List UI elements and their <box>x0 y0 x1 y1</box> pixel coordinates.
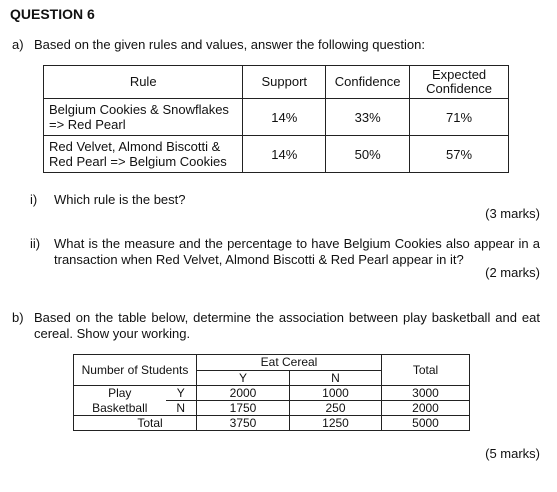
header-rule: Rule <box>44 66 243 99</box>
row-total-label: Total <box>74 416 197 431</box>
table-cell: 5000 <box>382 416 470 431</box>
table-row <box>74 401 470 416</box>
confidence-cell: 33% <box>326 99 410 136</box>
question-i-text: Which rule is the best? <box>54 192 186 207</box>
part-a-label: a) <box>12 37 24 52</box>
question-ii-text: What is the measure and the percentage to have Belgium Cookies also appear in a transaction when Red Velvet, Almond Biscotti & Red Pearl appear in it? <box>54 236 540 267</box>
support-cell: 14% <box>243 136 326 173</box>
part-b-marks: (5 marks) <box>485 446 540 461</box>
eat-cereal-header: Eat Cereal <box>197 355 382 371</box>
part-b-text: Based on the table below, determine the association between play basketball and eat cereal. Show your working. <box>34 310 540 341</box>
question-ii-marks: (2 marks) <box>485 265 540 280</box>
rule-cell: Belgium Cookies & Snowflakes => Red Pearl <box>44 99 243 136</box>
play-label: Play <box>74 386 166 401</box>
part-b-prompt <box>12 310 542 342</box>
expected-confidence-cell: 57% <box>410 136 509 173</box>
row-y-label: Y <box>166 386 197 401</box>
rule-cell: Red Velvet, Almond Biscotti & Red Pearl => Belgium Cookies <box>44 136 243 173</box>
table-row <box>74 386 470 401</box>
question-i <box>30 192 186 207</box>
y-header: Y <box>197 370 290 386</box>
contingency-table <box>73 354 470 431</box>
rules-table-header <box>44 66 509 99</box>
part-a-text: Based on the given rules and values, answer the following question: <box>34 37 425 52</box>
table-row <box>74 355 470 371</box>
question-i-label: i) <box>30 192 38 207</box>
table-cell: 1250 <box>290 416 382 431</box>
table-cell: 2000 <box>197 386 290 401</box>
question-i-marks: (3 marks) <box>485 206 540 221</box>
table-row <box>74 416 470 431</box>
total-header: Total <box>382 355 470 386</box>
table-row <box>44 136 509 173</box>
basketball-label: Basketball <box>74 401 166 416</box>
table-cell: 2000 <box>382 401 470 416</box>
row-n-label: N <box>166 401 197 416</box>
question-heading: QUESTION 6 <box>10 6 95 22</box>
table-cell: 1750 <box>197 401 290 416</box>
header-confidence: Confidence <box>326 66 410 99</box>
n-header: N <box>290 370 382 386</box>
support-cell: 14% <box>243 99 326 136</box>
corner-label: Number of Students <box>74 355 197 386</box>
rules-table <box>43 65 509 173</box>
table-row <box>44 99 509 136</box>
question-ii <box>30 236 542 268</box>
header-support: Support <box>243 66 326 99</box>
table-cell: 250 <box>290 401 382 416</box>
expected-confidence-cell: 71% <box>410 99 509 136</box>
question-ii-label: ii) <box>30 236 41 251</box>
header-expected-confidence: Expected Confidence <box>410 66 509 99</box>
part-b-label: b) <box>12 310 24 325</box>
table-cell: 1000 <box>290 386 382 401</box>
confidence-cell: 50% <box>326 136 410 173</box>
table-cell: 3750 <box>197 416 290 431</box>
table-cell: 3000 <box>382 386 470 401</box>
part-a-prompt <box>12 37 425 52</box>
